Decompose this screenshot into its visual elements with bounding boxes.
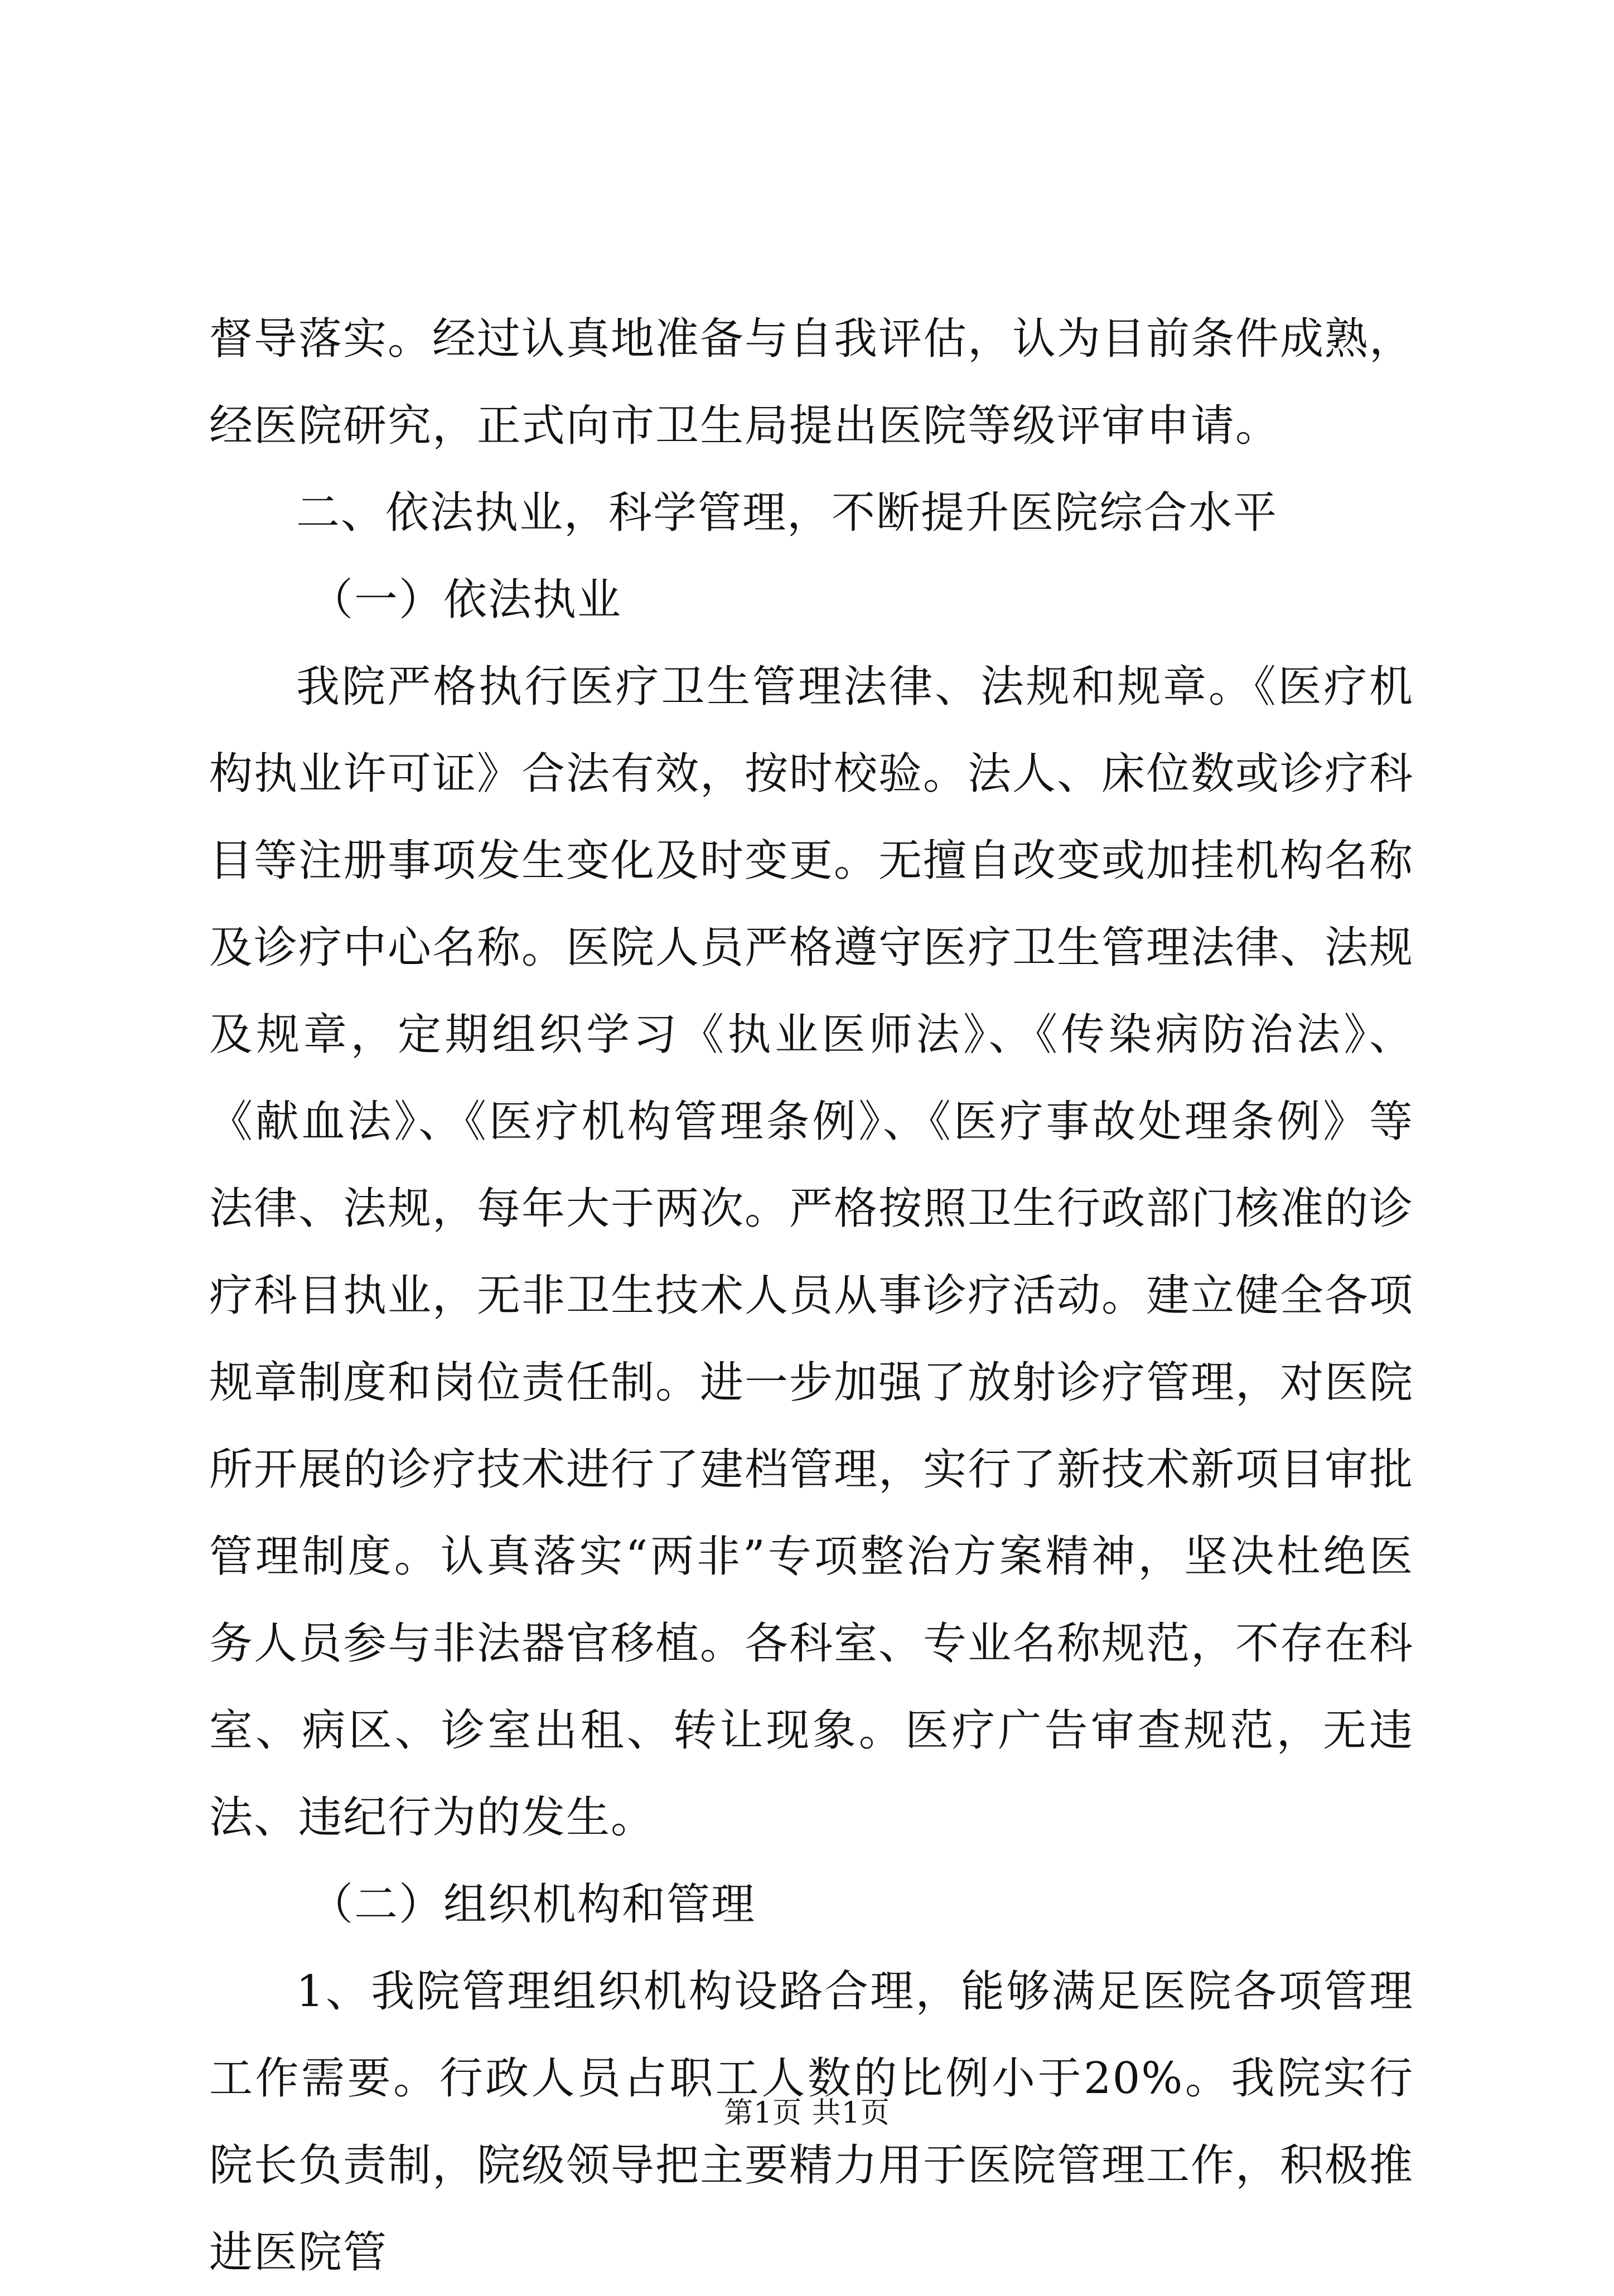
- paragraph-continuation: 督导落实。经过认真地准备与自我评估，认为目前条件成熟，经医院研究，正式向市卫生局提出医院等级评审申请。: [209, 314, 1414, 451]
- paragraph-lawful-practice: 我院严格执行医疗卫生管理法律、法规和规章。《医疗机构执业许可证》合法有效，按时校验。法人、床位数或诊疗科目等注册事项发生变化及时变更。无擅自改变或加挂机构名称及诊疗中心名称。医院人员严格遵守医疗卫生管理法律、法规及规章，定期组织学习《执业医师法》、《传染病防治法》、《献血法》、《医疗机构管理条例》、《医疗事故处理条例》等法律、法规，每年大于两次。严格按照卫生行政部门核准的诊疗科目执业，无非卫生技术人员从事诊疗活动。建立健全各项规章制度和岗位责任制。进一步加强了放射诊疗管理，对医院所开展的诊疗技术进行了建档管理，实行了新技术新项目审批管理制度。认真落实“两非”专项整治方案精神，坚决杜绝医务人员参与非法器官移植。各科室、专业名称规范，不存在科室、病区、诊室出租、转让现象。医疗广告审查规范，无违法、违纪行为的发生。: [209, 662, 1414, 1843]
- subsection-heading-1: （一）依法执业: [310, 575, 622, 625]
- paragraph-organization: 1、我院管理组织机构设路合理，能够满足医院各项管理工作需要。行政人员占职工人数的比例小于20%。我院实行院长负责制，院级领导把主要精力用于医院管理工作，积极推进医院管: [209, 1966, 1414, 2278]
- document-body: [209, 296, 1414, 2296]
- section-heading: 二、依法执业，科学管理，不断提升医院综合水平: [296, 488, 1278, 538]
- subsection-heading-2: （二）组织机构和管理: [310, 1880, 756, 1930]
- page-footer: 第1页 共1页: [724, 2096, 890, 2130]
